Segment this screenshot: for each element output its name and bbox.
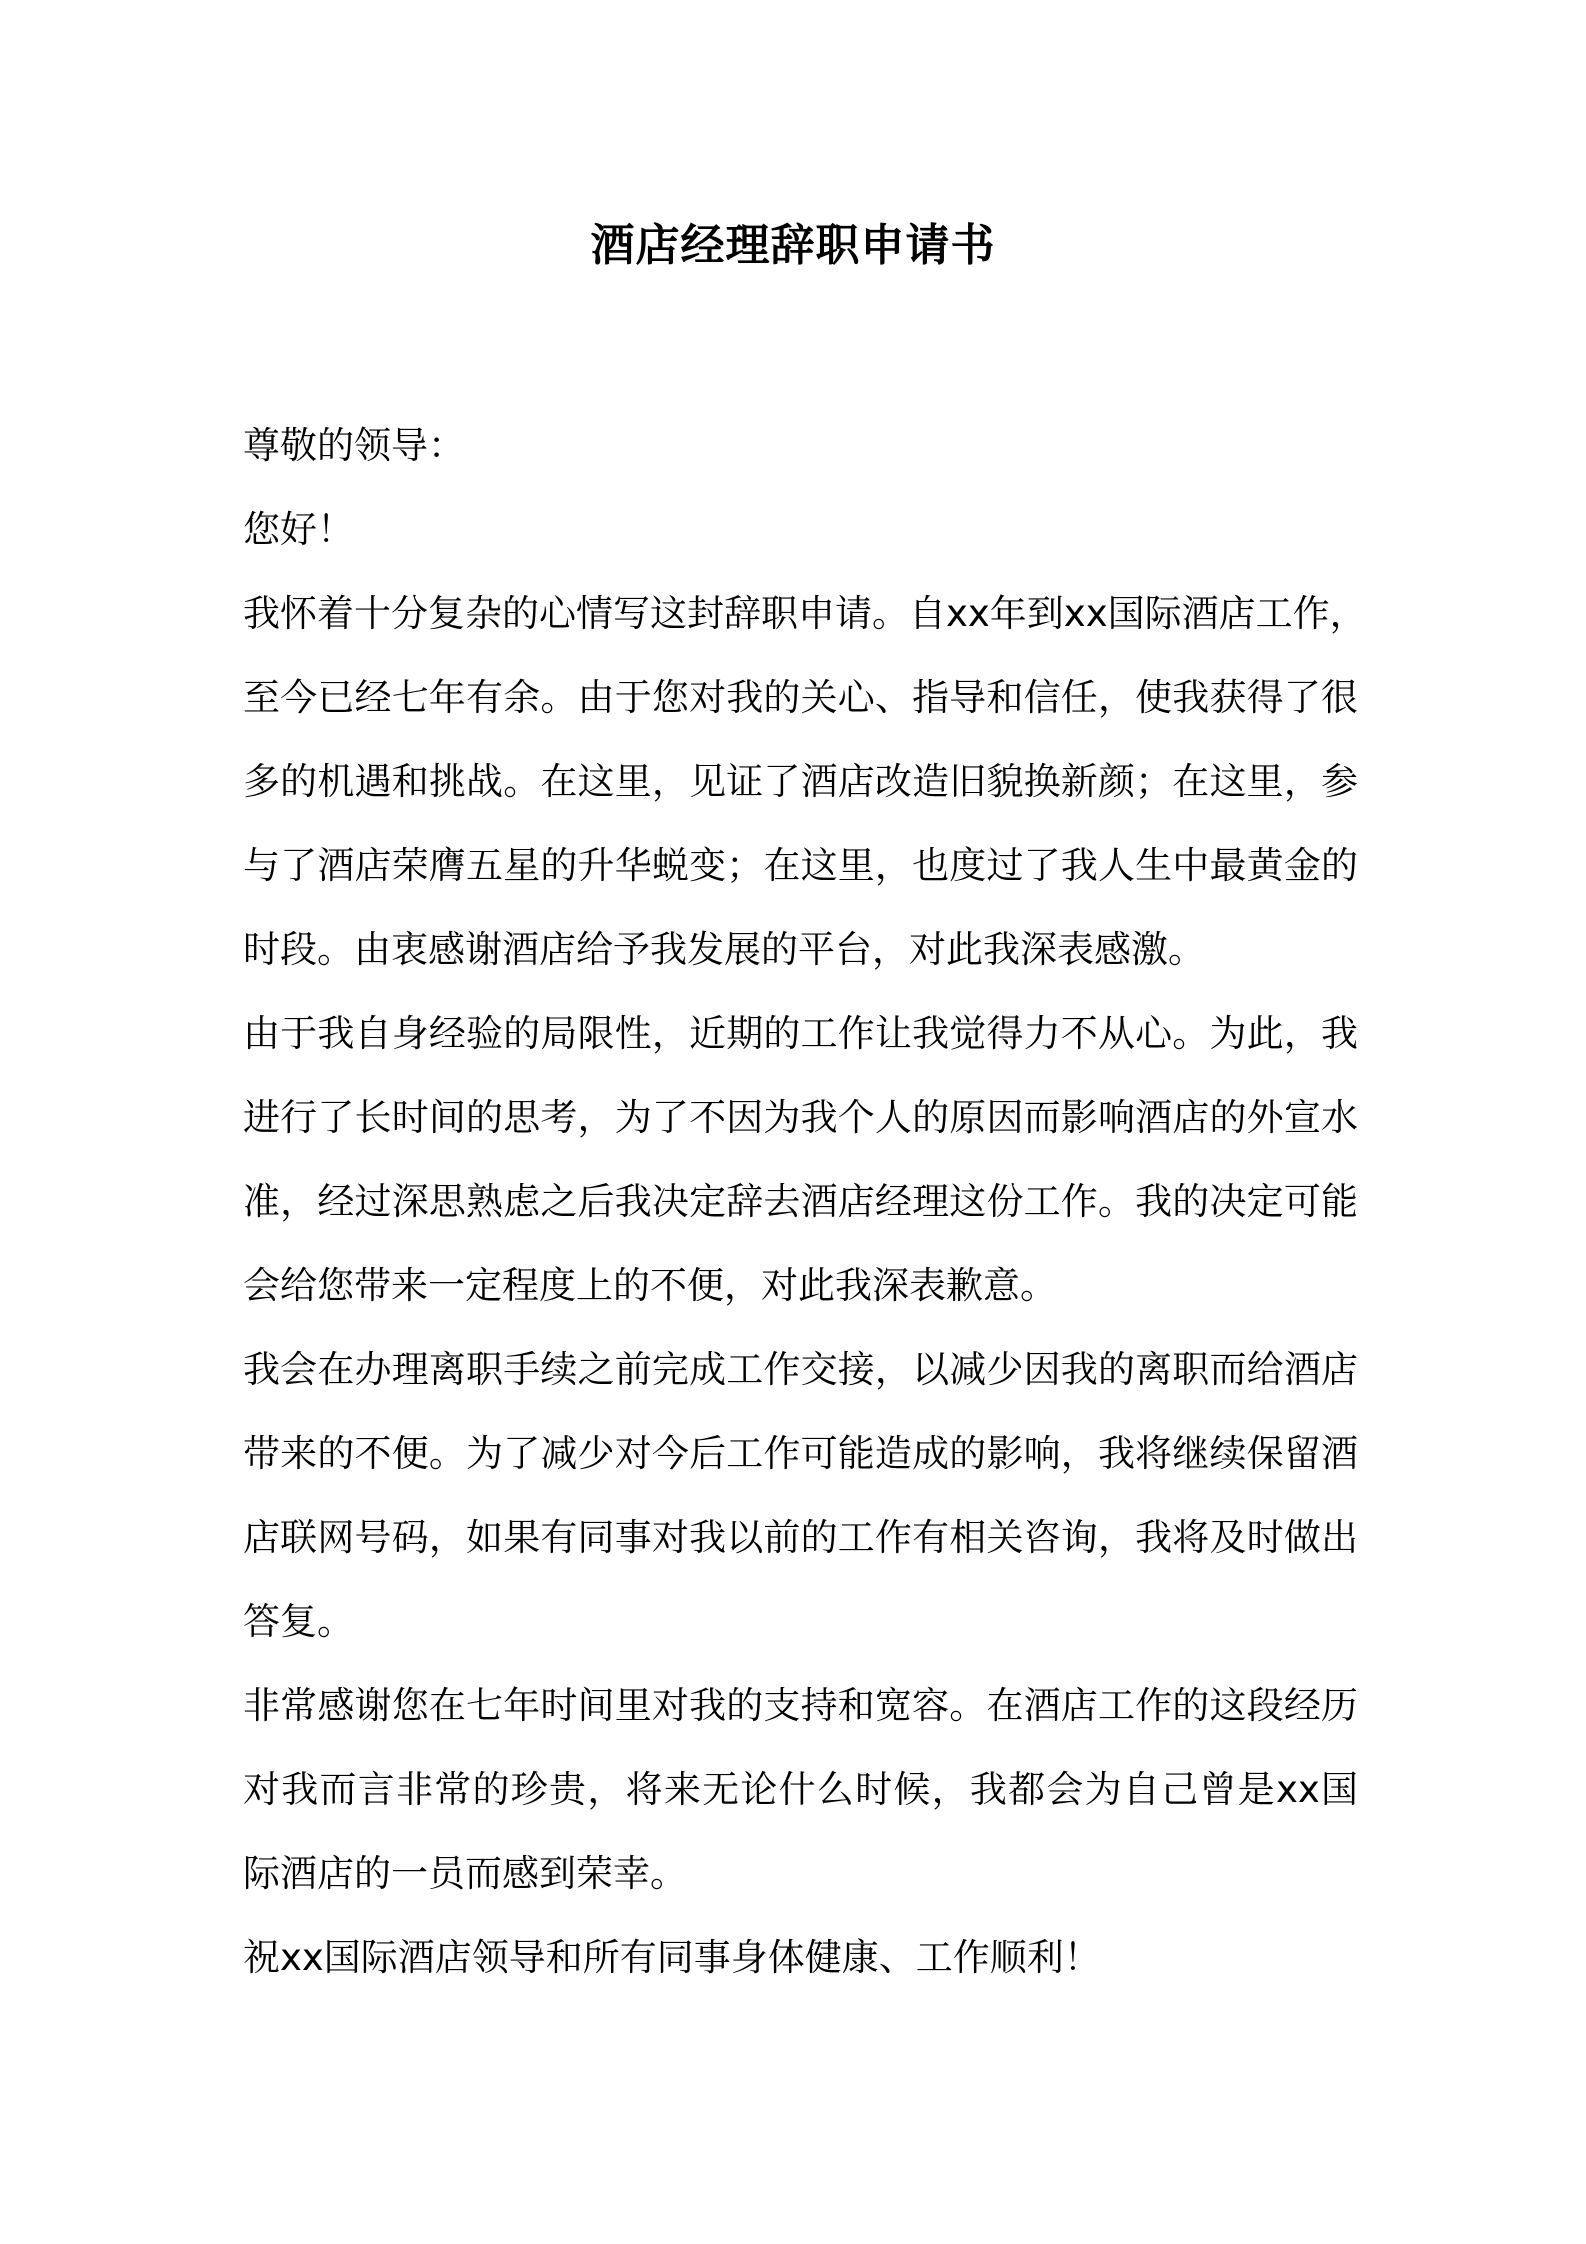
body-line: 进行了长时间的思考，为了不因为我个人的原因而影响酒店的外宣水	[243, 1096, 1358, 1139]
body-line: 店联网号码，如果有同事对我以前的工作有相关咨询，我将及时做出	[243, 1516, 1358, 1559]
body-line: 带来的不便。为了减少对今后工作可能造成的影响，我将继续保留酒	[243, 1432, 1358, 1475]
body-line: 我会在办理离职手续之前完成工作交接，以减少因我的离职而给酒店	[243, 1348, 1358, 1391]
body-line: 与了酒店荣膺五星的升华蜕变；在这里，也度过了我人生中最黄金的	[243, 844, 1358, 887]
body-line: 我怀着十分复杂的心情写这封辞职申请。自xx年到xx国际酒店工作，	[243, 592, 1367, 635]
body-line: 多的机遇和挑战。在这里，见证了酒店改造旧貌换新颜；在这里，参	[243, 760, 1358, 803]
body-line: 非常感谢您在七年时间里对我的支持和宽容。在酒店工作的这段经历	[243, 1684, 1358, 1727]
closing-wish-line: 祝xx国际酒店领导和所有同事身体健康、工作顺利！	[243, 1936, 1101, 1979]
body-line: 际酒店的一员而感到荣幸。	[243, 1852, 687, 1895]
body-line: 对我而言非常的珍贵，将来无论什么时候，我都会为自己曾是xx国	[243, 1768, 1358, 1811]
body-line: 由于我自身经验的局限性，近期的工作让我觉得力不从心。为此，我	[243, 1012, 1358, 1055]
letter-body	[243, 404, 1367, 2000]
greeting-line: 您好！	[243, 508, 354, 551]
body-line: 至今已经七年有余。由于您对我的关心、指导和信任，使我获得了很	[243, 676, 1358, 719]
document-title: 酒店经理辞职申请书	[590, 220, 996, 271]
salutation-line: 尊敬的领导：	[243, 424, 465, 467]
body-line: 准，经过深思熟虑之后我决定辞去酒店经理这份工作。我的决定可能	[243, 1180, 1358, 1223]
body-line: 答复。	[243, 1600, 354, 1643]
body-line: 时段。由衷感谢酒店给予我发展的平台，对此我深表感激。	[243, 928, 1205, 971]
body-line: 会给您带来一定程度上的不便，对此我深表歉意。	[243, 1264, 1057, 1307]
